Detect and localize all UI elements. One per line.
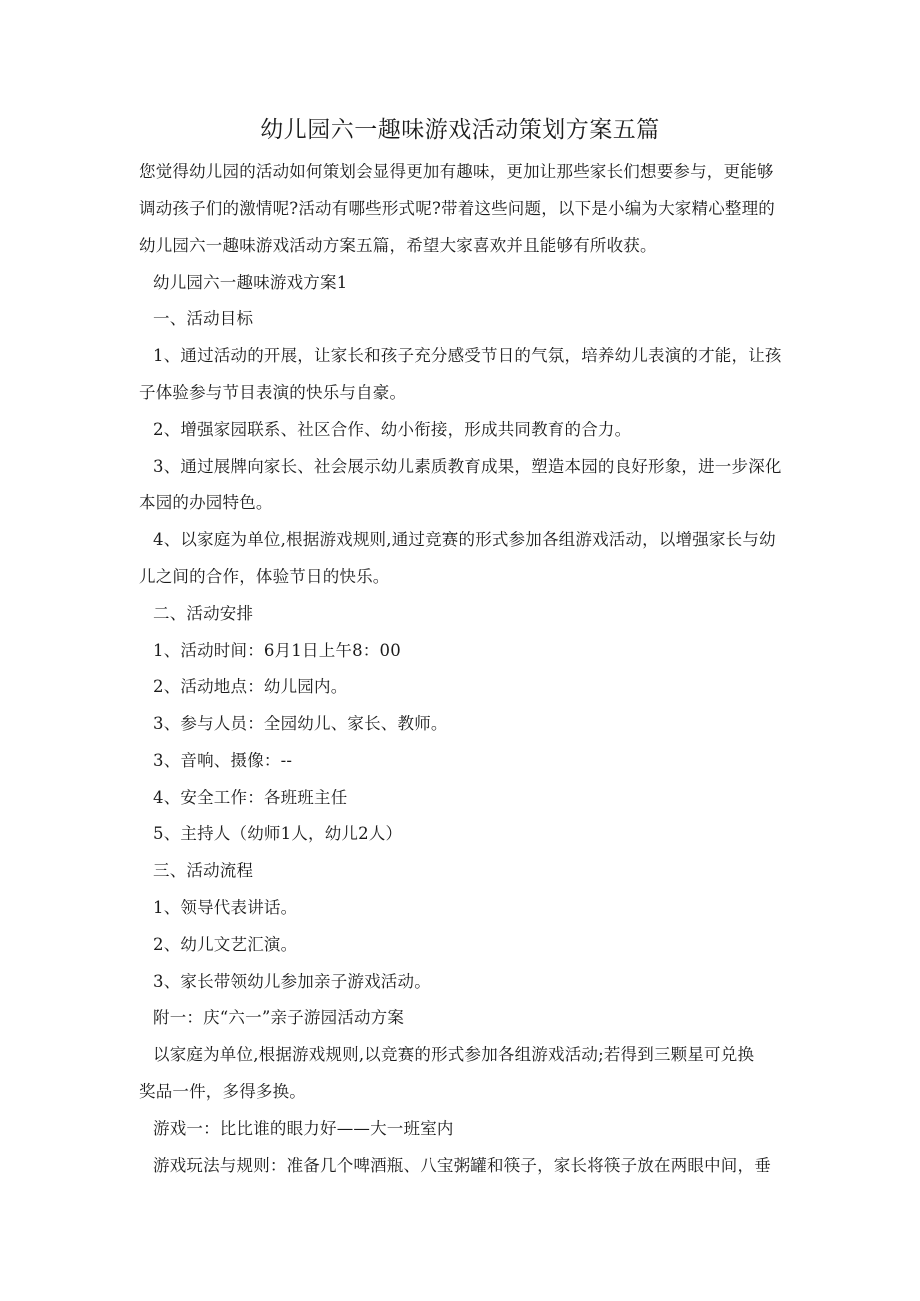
game-1-rules-line-1: 游戏玩法与规则：准备几个啤酒瓶、八宝粥罐和筷子，家长将筷子放在两眼中间，垂: [153, 1156, 771, 1175]
process-step-2: 2、幼儿文艺汇演。: [153, 935, 298, 954]
arrangement-host: 5、主持人（幼师1人，幼儿2人）: [153, 824, 403, 843]
appendix-rule-line-1: 以家庭为单位,根据游戏规则,以竞赛的形式参加各组游戏活动;若得到三颗星可兑换: [153, 1045, 755, 1064]
process-step-1: 1、领导代表讲话。: [153, 898, 298, 917]
appendix-heading: 附一：庆“六一”亲子游园活动方案: [153, 1008, 405, 1027]
section-heading-goals: 一、活动目标: [153, 309, 254, 328]
section-heading-plan-1: 幼儿园六一趣味游戏方案1: [153, 273, 348, 292]
game-1-heading: 游戏一：比比谁的眼力好——大一班室内: [153, 1119, 454, 1138]
document-title: 幼儿园六一趣味游戏活动策划方案五篇: [260, 117, 660, 143]
intro-line-1: 您觉得幼儿园的活动如何策划会显得更加有趣味，更加让那些家长们想要参与，更能够: [139, 162, 774, 181]
appendix-rule-line-2: 奖品一件，多得多换。: [139, 1082, 306, 1101]
arrangement-time: 1、活动时间：6月1日上午8：00: [153, 641, 401, 660]
goal-1-line-2: 子体验参与节目表演的快乐与自豪。: [139, 383, 407, 402]
arrangement-location: 2、活动地点：幼儿园内。: [153, 677, 348, 696]
goal-4-line-1: 4、以家庭为单位,根据游戏规则,通过竞赛的形式参加各组游戏活动，以增强家长与幼: [153, 530, 776, 549]
goal-3-line-1: 3、通过展牌向家长、社会展示幼儿素质教育成果，塑造本园的良好形象，进一步深化: [153, 457, 782, 476]
goal-2: 2、增强家园联系、社区合作、幼小衔接，形成共同教育的合力。: [153, 420, 632, 439]
goal-1-line-1: 1、通过活动的开展，让家长和孩子充分感受节日的气氛，培养幼儿表演的才能，让孩: [153, 346, 782, 365]
goal-3-line-2: 本园的办园特色。: [139, 493, 273, 512]
arrangement-audio-video: 3、音响、摄像：--: [153, 751, 293, 770]
intro-line-2: 调动孩子们的激情呢?活动有哪些形式呢?带着这些问题，以下是小编为大家精心整理的: [139, 199, 775, 218]
goal-4-line-2: 儿之间的合作，体验节日的快乐。: [139, 567, 390, 586]
arrangement-safety: 4、安全工作：各班班主任: [153, 788, 348, 807]
process-step-3: 3、家长带领幼儿参加亲子游戏活动。: [153, 972, 431, 991]
arrangement-participants: 3、参与人员：全园幼儿、家长、教师。: [153, 714, 448, 733]
section-heading-arrangement: 二、活动安排: [153, 604, 254, 623]
intro-line-3: 幼儿园六一趣味游戏活动方案五篇，希望大家喜欢并且能够有所收获。: [139, 236, 657, 255]
section-heading-process: 三、活动流程: [153, 861, 254, 880]
